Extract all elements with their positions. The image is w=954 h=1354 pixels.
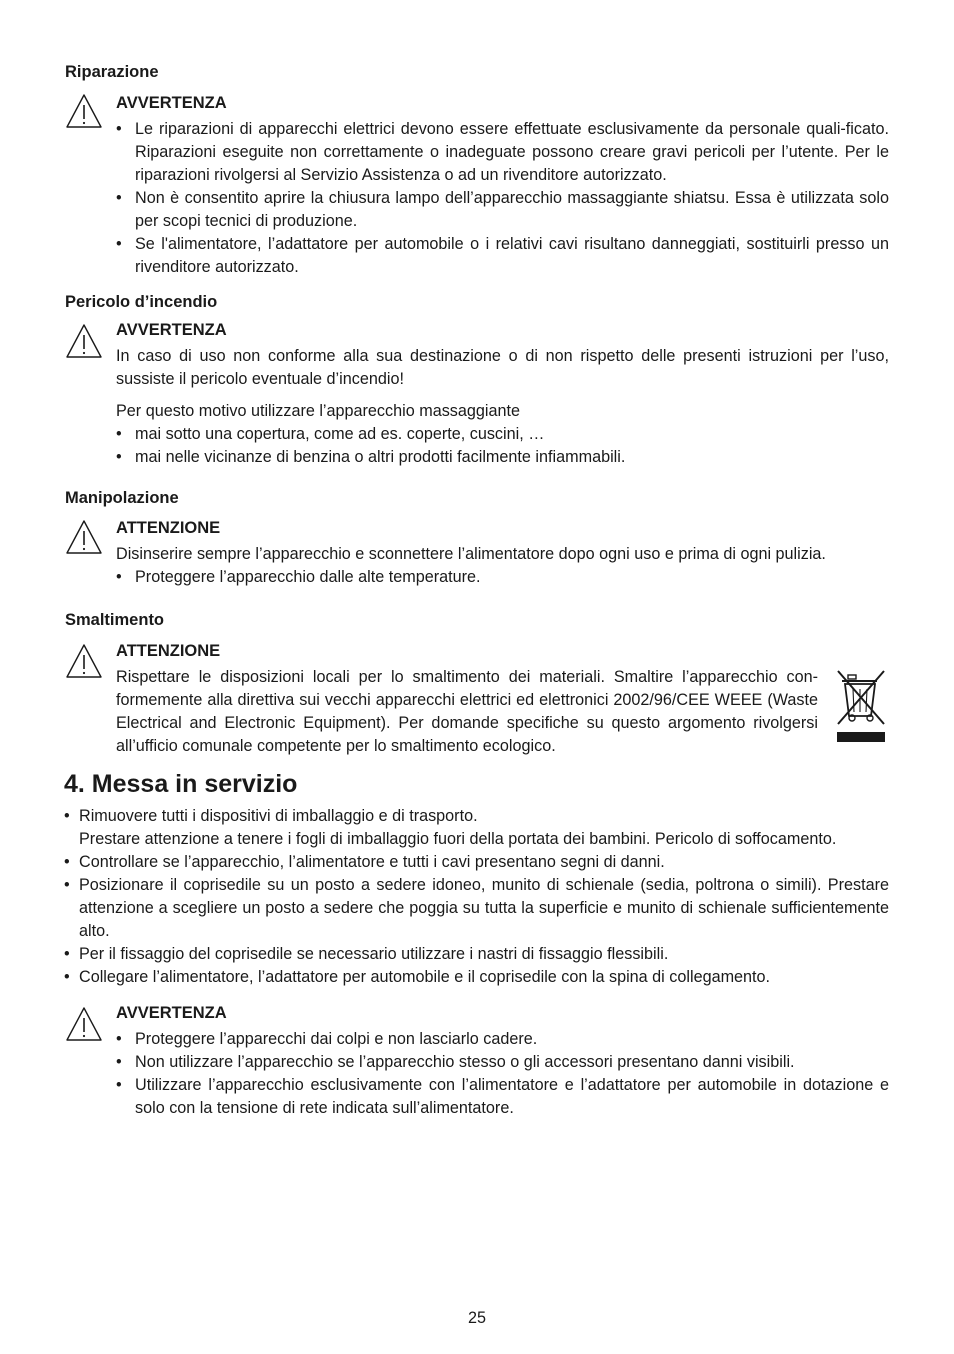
list-item: • Le riparazioni di apparecchi elettrici devono essere effettuate esclusivamente da personale quali-ficato. Riparazioni eseguite non correttamente o inadeguate possono creare gravi pericoli per l’utente. Per le riparazioni rivolgersi al Servizio Assistenza o ad un rivenditore autorizzato. <box>116 118 889 187</box>
section-title-riparazione: Riparazione <box>65 63 159 81</box>
page-number: 25 <box>467 1309 486 1327</box>
list-item: • mai sotto una copertura, come ad es. coperte, cuscini, … <box>116 423 889 446</box>
manipolazione-bullet-list <box>116 566 889 589</box>
list-item: • Per il fissaggio del coprisedile se necessario utilizzare i nastri di fissaggio flessibili. <box>64 943 889 966</box>
warning-triangle-icon <box>65 93 103 129</box>
list-item: • Proteggere l’apparecchi dai colpi e non lasciarlo cadere. <box>116 1028 889 1051</box>
list-item: • Utilizzare l’apparecchio esclusivamente con l’alimentatore e l’adattatore per automobile in dotazione e solo con la tensione di rete indicata sull’alimentatore. <box>116 1074 889 1120</box>
list-item: • mai nelle vicinanze di benzina o altri prodotti facilmente infiammabili. <box>116 446 889 469</box>
section-title-smaltimento: Smaltimento <box>65 611 165 629</box>
section-title-manipolazione: Manipolazione <box>65 489 179 507</box>
riparazione-bullet-list <box>116 118 889 279</box>
warning-triangle-icon <box>65 643 103 679</box>
messa-bullet-list <box>64 805 889 989</box>
list-item-text: Rimuovere tutti i dispositivi di imballaggio e di trasporto. <box>79 807 478 825</box>
list-item: • Posizionare il coprisedile su un posto a sedere idoneo, munito di schienale (sedia, poltrona o simili). Prestare attenzione a scegliere un posto a sedere che poggia su tutta la superficie e munito di schienale sufficientemente alto. <box>64 874 889 943</box>
warning-triangle-icon <box>65 1006 103 1042</box>
warning-triangle-icon <box>65 323 103 359</box>
list-item: • Non è consentito aprire la chiusura lampo dell’apparecchio massaggiante shiatsu. Essa è utilizzata solo per scopi tecnici di produzione. <box>116 187 889 233</box>
list-item: • Controllare se l’apparecchio, l’alimentatore e tutti i cavi presentano segni di danni. <box>64 851 889 874</box>
caution-label: ATTENZIONE <box>116 519 221 537</box>
list-item: • Collegare l’alimentatore, l’adattatore per automobile e il coprisedile con la spina di collegamento. <box>64 966 889 989</box>
list-item: • Proteggere l’apparecchio dalle alte temperature. <box>116 566 889 589</box>
list-item <box>64 805 889 851</box>
warning-triangle-icon <box>65 519 103 555</box>
messa-warning-bullet-list <box>116 1028 889 1120</box>
chapter-title: 4. Messa in servizio <box>64 770 298 798</box>
section-title-incendio: Pericolo d’incendio <box>65 293 218 311</box>
incendio-text-2: Per questo motivo utilizzare l’apparecchio massaggiante <box>116 402 520 420</box>
smaltimento-text: Rispettare le disposizioni locali per lo smaltimento dei materiali. Smaltire l’apparecchio con-formemente alla direttiva sui vecchi apparecchi elettrici ed elettronici 2002/96/CEE WEEE (Waste Electrical and Electronic Equipment). Per domande specifiche su questo argomento rivolgersi all’ufficio comunale competente per lo smaltimento ecologico. <box>116 668 818 755</box>
list-item-text-extra: Prestare attenzione a tenere i fogli di imballaggio fuori della portata dei bambini. Pericolo di soffocamento. <box>79 830 837 848</box>
list-item: • Se l'alimentatore, l’adattatore per automobile o i relativi cavi risultano danneggiati, sostituirli presso un rivenditore autorizzato. <box>116 233 889 279</box>
list-item: • Non utilizzare l’apparecchio se l’apparecchio stesso o gli accessori presentano danni visibili. <box>116 1051 889 1074</box>
incendio-bullet-list <box>116 423 889 469</box>
warning-label: AVVERTENZA <box>116 1004 227 1022</box>
incendio-text: In caso di uso non conforme alla sua destinazione o di non rispetto delle presenti istruzioni per l’uso, sussiste il pericolo eventuale d’incendio! <box>116 347 889 388</box>
manipolazione-text: Disinserire sempre l’apparecchio e sconnettere l’alimentatore dopo ogni uso e prima di ogni pulizia. <box>116 545 826 563</box>
warning-label: AVVERTENZA <box>116 321 227 339</box>
weee-crossed-bin-icon <box>833 668 889 744</box>
warning-label: AVVERTENZA <box>116 94 227 112</box>
caution-label: ATTENZIONE <box>116 642 221 660</box>
